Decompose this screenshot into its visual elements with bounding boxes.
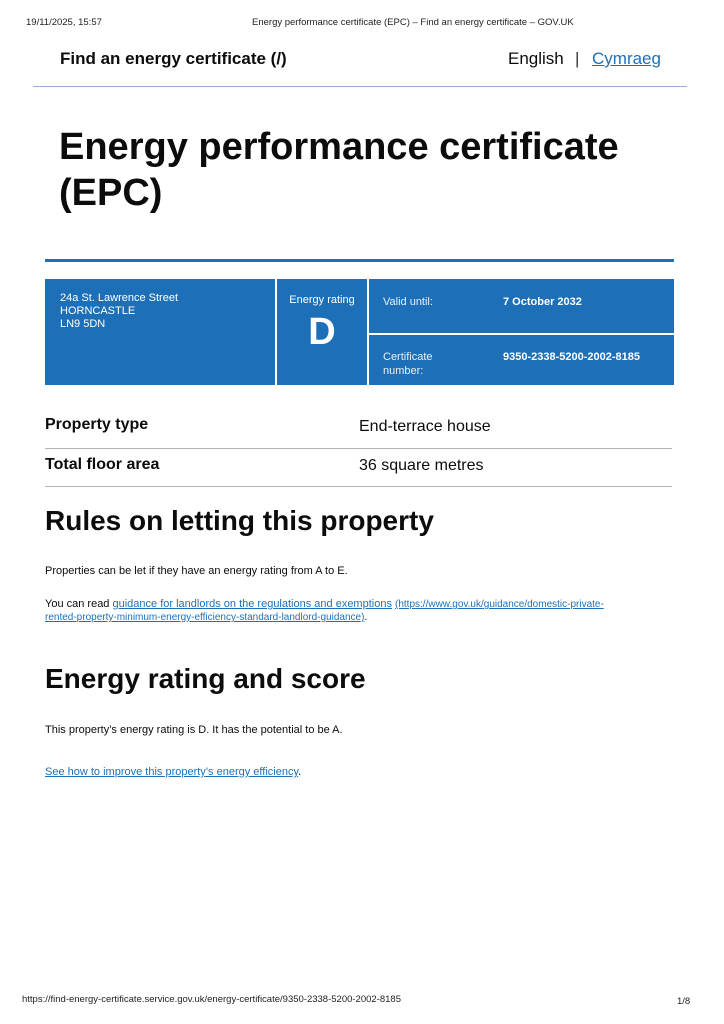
service-name-link[interactable]: Find an energy certificate (/) bbox=[60, 49, 287, 68]
certificate-number-value: 9350-2338-5200-2002-8185 bbox=[503, 351, 641, 363]
valid-until-label: Valid until: bbox=[383, 296, 433, 308]
print-page-title: Energy performance certificate (EPC) – Find an energy certificate – GOV.UK bbox=[252, 17, 574, 28]
landlord-guidance-url[interactable]: (https://www.gov.uk/guidance/domestic-private- bbox=[395, 599, 604, 610]
print-footer-url: https://find-energy-certificate.service.gov.uk/energy-certificate/9350-2338-5200-2002-8185 bbox=[22, 994, 401, 1005]
box-divider bbox=[367, 279, 369, 385]
energy-rating-text: This property’s energy rating is D. It has the potential to be A. bbox=[45, 724, 343, 736]
epc-summary-box bbox=[45, 279, 674, 385]
page-number: 1/8 bbox=[677, 996, 691, 1007]
certificate-number-label: Certificate number: bbox=[383, 351, 433, 377]
improve-efficiency-link[interactable]: See how to improve this property’s energy efficiency bbox=[45, 766, 299, 778]
row-divider bbox=[45, 448, 672, 449]
letting-rules-heading: Rules on letting this property bbox=[45, 505, 434, 536]
address-line-1: 24a St. Lawrence Street bbox=[60, 292, 179, 304]
valid-until-value: 7 October 2032 bbox=[503, 296, 582, 308]
letting-guidance-paragraph: You can read guidance for landlords on the regulations and exemptions (https://www.gov.uk/guidance/domestic-private- rented-property-minimum-energy-efficiency-standard-landlord-guidance). bbox=[45, 598, 604, 623]
energy-rating-heading: Energy rating and score bbox=[45, 663, 366, 694]
language-separator: | bbox=[575, 49, 580, 68]
property-type-label: Property type bbox=[45, 416, 149, 433]
address-line-2: HORNCASTLE bbox=[60, 305, 136, 317]
landlord-guidance-link[interactable]: guidance for landlords on the regulations and exemptions bbox=[112, 598, 392, 610]
print-date: 19/11/2025, 15:57 bbox=[26, 17, 102, 28]
property-address bbox=[60, 292, 178, 331]
row-divider bbox=[45, 486, 672, 487]
landlord-guidance-url[interactable]: rented-property-minimum-energy-efficiency-standard-landlord-guidance) bbox=[45, 612, 365, 623]
title-blue-rule bbox=[45, 259, 674, 262]
page-title: Energy performance certificate (EPC) bbox=[59, 126, 619, 214]
letting-rules-text: Properties can be let if they have an energy rating from A to E. bbox=[45, 565, 348, 577]
floor-area-value: 36 square metres bbox=[359, 457, 484, 474]
box-divider bbox=[369, 333, 674, 335]
language-welsh-link[interactable]: Cymraeg bbox=[592, 49, 661, 68]
header-divider bbox=[33, 86, 687, 87]
energy-rating-letter: D bbox=[308, 311, 336, 353]
improve-efficiency-paragraph: See how to improve this property’s energy efficiency. bbox=[45, 766, 302, 778]
floor-area-label: Total floor area bbox=[45, 456, 160, 473]
address-line-3: LN9 5DN bbox=[60, 318, 106, 330]
language-english: English bbox=[508, 49, 564, 68]
property-type-value: End-terrace house bbox=[359, 418, 491, 435]
energy-rating-label: Energy rating bbox=[289, 294, 355, 306]
